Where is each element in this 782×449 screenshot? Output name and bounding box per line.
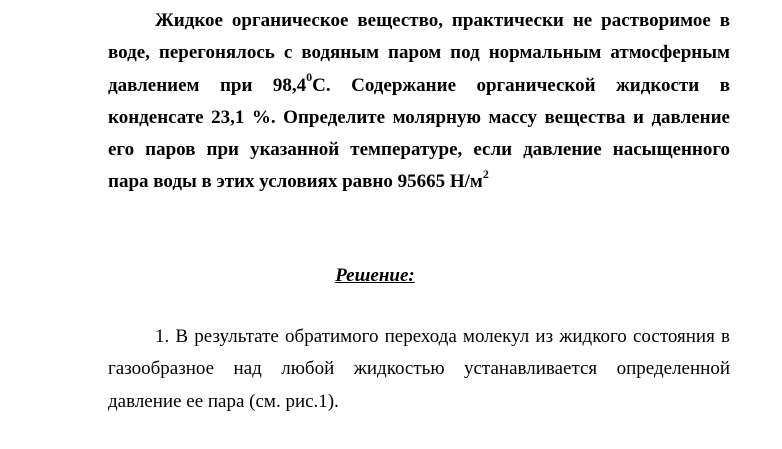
document-page [108, 0, 730, 199]
problem-text-rest: С. Содержание органической жидкости в конденсате 23,1 %. Определите молярную массу вещества и давление его паров при указанной температуре, если давление насыщенного пара воды в этих условиях равно 95665 Н/м [108, 74, 730, 193]
solution-paragraph-1: 1. В результате обратимого перехода молекул из жидкого состояния в газообразное над любой жидкостью устанавливается определенной давление ее пара (см. рис.1). [108, 326, 730, 412]
solution-heading: Решение: [335, 265, 415, 286]
problem-statement [108, 0, 730, 199]
problem-text-main: Жидкое органическое вещество, практически не растворимое в воде, перегонялось с водяным паром под нормальным атмосферным давлением при 98,4 [108, 10, 730, 96]
unit-square-superscript: 2 [482, 167, 489, 182]
temperature-degree-superscript: 0 [306, 70, 313, 85]
